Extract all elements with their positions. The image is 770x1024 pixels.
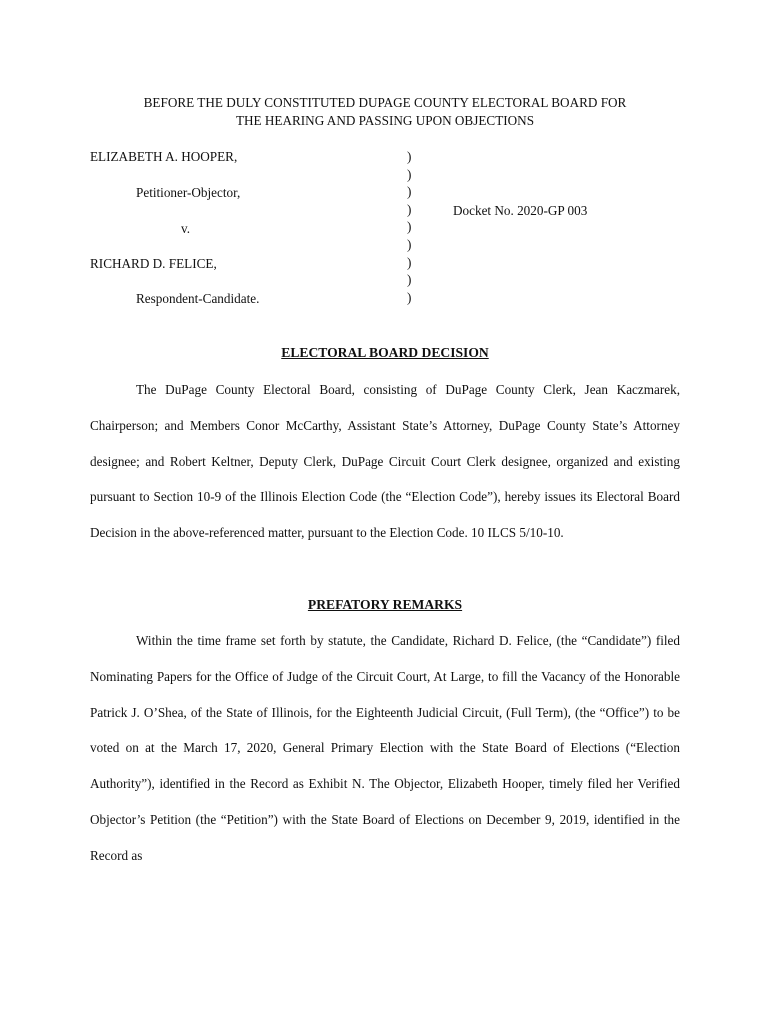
docket-number: Docket No. 2020-GP 003 [453,203,588,218]
respondent-role: Respondent-Candidate. [136,291,260,306]
caption-paren: ) [407,166,412,182]
versus-label: v. [181,221,191,236]
caption-parentheses [407,148,419,306]
petitioner-role: Petitioner-Objector, [136,185,241,200]
decision-paragraph: The DuPage County Electoral Board, consisting of DuPage County Clerk, Jean Kaczmarek, Chairperson; and Members Conor McCarthy, Assistant State’s Attorney, DuPage County State’s Attorney designee; and Robert Keltner, Deputy Clerk, DuPage Circuit Court Clerk designee, organized and existing pursuant to Section 10-9 of the Illinois Election Code (the “Election Code”), hereby issues its Electoral Board Decision in the above-referenced matter, pursuant to the Election Code. 10 ILCS 5/10-10. [90,382,680,541]
petitioner-name: ELIZABETH A. HOOPER, [90,149,238,164]
prefatory-paragraph: Within the time frame set forth by statute, the Candidate, Richard D. Felice, (the “Candidate”) filed Nominating Papers for the Office of Judge of the Circuit Court, At Large, to fill the Vacancy of the Honorable Patrick J. O’Shea, of the State of Illinois, for the Eighteenth Judicial Circuit, (Full Term), (the “Office”) to be voted on at the March 17, 2020, General Primary Election with the State Board of Elections (“Election Authority”), identified in the Record as Exhibit N. The Objector, Elizabeth Hooper, timely filed her Verified Objector’s Petition (the “Petition”) with the State Board of Elections on December 9, 2019, identified in the Record as [90,633,680,863]
header-line-2: THE HEARING AND PASSING UPON OBJECTIONS [235,113,535,128]
caption-paren: ) [407,254,412,270]
prefatory-heading: PREFATORY REMARKS [307,597,463,612]
caption-paren: ) [407,219,412,235]
caption-paren: ) [407,201,412,217]
header-line-1: BEFORE THE DULY CONSTITUTED DUPAGE COUNTY ELECTORAL BOARD FOR [143,95,627,110]
caption-paren: ) [407,236,412,252]
caption-paren: ) [407,272,412,288]
case-caption [0,148,770,308]
caption-paren: ) [407,289,412,305]
respondent-name: RICHARD D. FELICE, [90,256,217,271]
caption-paren: ) [407,184,412,200]
caption-paren: ) [407,149,412,164]
document-header [90,94,680,130]
decision-heading: ELECTORAL BOARD DECISION [281,345,489,360]
